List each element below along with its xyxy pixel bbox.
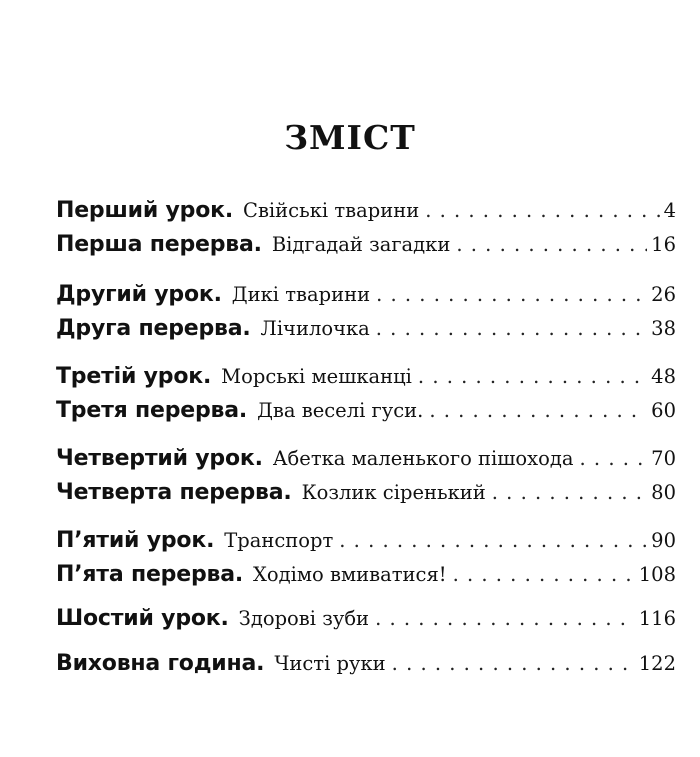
toc-entry-description: Лічилочка bbox=[260, 317, 370, 340]
toc-entry-heading: Перший урок. bbox=[56, 198, 234, 223]
dot-leader bbox=[580, 447, 648, 470]
dot-leader bbox=[456, 233, 647, 256]
toc-entry bbox=[56, 528, 676, 562]
toc-entry-heading: Четвертий урок. bbox=[56, 446, 263, 471]
toc-entry-heading: Перша перерва. bbox=[56, 232, 262, 257]
toc-entry-heading: Друга перерва. bbox=[56, 316, 251, 341]
toc-entry-page-number: 48 bbox=[651, 365, 676, 388]
toc-entry-page-number: 4 bbox=[663, 199, 676, 222]
toc-entry-heading: П’ята перерва. bbox=[56, 562, 244, 587]
toc-entry-page-number: 80 bbox=[651, 481, 676, 504]
dot-leader bbox=[453, 563, 635, 586]
toc-entry-page-number: 38 bbox=[651, 317, 676, 340]
toc-entry-page-number: 26 bbox=[651, 283, 676, 306]
dot-leader bbox=[376, 283, 647, 306]
toc-entry bbox=[56, 316, 676, 350]
toc-entry-description: Свійські тварини bbox=[243, 199, 420, 222]
toc-entry-page-number: 108 bbox=[638, 563, 676, 586]
toc-entry-description: Чисті руки bbox=[274, 652, 386, 675]
toc-entry bbox=[56, 651, 676, 685]
toc-entry-description: Здорові зуби bbox=[238, 607, 370, 630]
toc-entry-description: Два веселі гуси. bbox=[257, 399, 424, 422]
toc-entry-description: Ходімо вмиватися! bbox=[253, 563, 447, 586]
toc-entry bbox=[56, 282, 676, 316]
toc-entry-page-number: 16 bbox=[651, 233, 676, 256]
dot-leader bbox=[339, 529, 647, 552]
toc-entry bbox=[56, 562, 676, 596]
dot-leader bbox=[425, 199, 659, 222]
toc-entry-heading: Виховна година. bbox=[56, 651, 265, 676]
toc-entry-page-number: 122 bbox=[638, 652, 676, 675]
dot-leader bbox=[429, 399, 647, 422]
dot-leader bbox=[492, 481, 647, 504]
toc-entry bbox=[56, 606, 676, 640]
toc-entry-page-number: 90 bbox=[651, 529, 676, 552]
toc-entry bbox=[56, 480, 676, 514]
toc-entry-heading: Третій урок. bbox=[56, 364, 212, 389]
dot-leader bbox=[376, 317, 647, 340]
toc-entry bbox=[56, 364, 676, 398]
toc-entry-page-number: 70 bbox=[651, 447, 676, 470]
toc-entry-description: Дикі тварини bbox=[231, 283, 371, 306]
toc-entry-description: Абетка маленького пішохода bbox=[272, 447, 574, 470]
toc-entry-description: Морські мешканці bbox=[221, 365, 412, 388]
dot-leader bbox=[392, 652, 635, 675]
page-title: ЗМІСТ bbox=[284, 118, 416, 157]
dot-leader bbox=[418, 365, 647, 388]
toc-entry bbox=[56, 398, 676, 432]
toc-entry bbox=[56, 198, 676, 232]
toc-entry bbox=[56, 446, 676, 480]
toc-entry bbox=[56, 232, 676, 266]
toc-entry-page-number: 60 bbox=[651, 399, 676, 422]
toc-entry-heading: Четверта перерва. bbox=[56, 480, 292, 505]
dot-leader bbox=[375, 607, 635, 630]
toc-entry-heading: Другий урок. bbox=[56, 282, 222, 307]
toc-entry-heading: Шостий урок. bbox=[56, 606, 229, 631]
toc-entry-description: Транспорт bbox=[224, 529, 334, 552]
toc-entry-description: Відгадай загадки bbox=[271, 233, 451, 256]
toc-entry-page-number: 116 bbox=[638, 607, 676, 630]
toc-entry-heading: Третя перерва. bbox=[56, 398, 248, 423]
toc-entry-description: Козлик сіренький bbox=[301, 481, 486, 504]
toc-entry-heading: П’ятий урок. bbox=[56, 528, 215, 553]
